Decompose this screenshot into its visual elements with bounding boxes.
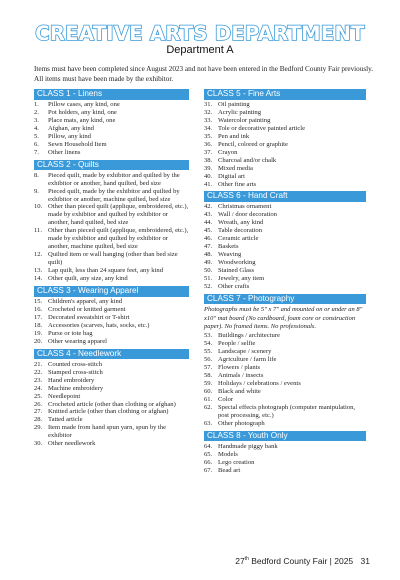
list-item <box>204 227 366 235</box>
list-item <box>34 149 189 157</box>
item-number: 16. <box>34 305 43 313</box>
item-text: Needlepoint <box>48 392 81 400</box>
item-text: Decorated sweatshirt or T-shirt <box>48 313 130 321</box>
item-text: Knitted article (other than clothing or afghan) <box>48 408 169 416</box>
item-text: Acrylic painting <box>218 108 262 116</box>
item-number: 47. <box>204 243 213 251</box>
item-text: Pieced quilt, made by exhibitor and quilted by the exhibitor or another, hand quilted, bed size <box>48 171 180 187</box>
item-text: Woodworking <box>218 259 256 267</box>
item-text: Watercolor painting <box>218 116 271 124</box>
item-number: 66. <box>204 458 213 466</box>
item-text: Lap quilt, less than 24 square feet, any kind <box>48 267 163 275</box>
item-number: 26. <box>34 400 43 408</box>
footer-ordinal: 27 <box>235 556 245 566</box>
item-text: Oil painting <box>218 101 250 108</box>
list-item <box>204 451 366 459</box>
list-item <box>34 141 189 149</box>
item-text: Other photograph <box>218 419 265 427</box>
item-list <box>34 361 189 448</box>
item-number: 6. <box>34 140 39 148</box>
item-number: 25. <box>34 392 43 400</box>
list-item <box>34 424 189 440</box>
list-item <box>34 377 189 385</box>
item-text: Bead art <box>218 466 241 474</box>
list-item <box>34 125 189 133</box>
list-item <box>204 133 366 141</box>
item-text: Afghan, any kind <box>48 124 94 132</box>
item-text: Pillow, any kind <box>48 132 91 140</box>
item-text: Crayon <box>218 148 238 156</box>
list-item <box>204 332 366 340</box>
item-number: 24. <box>34 384 43 392</box>
item-number: 33. <box>204 116 213 124</box>
item-text: Pot holders, any kind, one <box>48 108 117 116</box>
item-number: 67. <box>204 466 213 474</box>
item-number: 39. <box>204 164 213 172</box>
section-header: CLASS 4 - Needlework <box>34 349 189 360</box>
item-list <box>34 101 189 157</box>
list-item <box>204 459 366 467</box>
list-item <box>34 338 189 346</box>
item-text: Hand embroidery <box>48 376 95 384</box>
item-number: 65. <box>204 450 213 458</box>
intro-paragraph: Items must have been completed since August 2023 and not have been entered in the Bedford County Fair previously. All items must have been made by the exhibitor. <box>34 65 374 83</box>
item-text: Place mats, any kind, one <box>48 116 116 124</box>
item-number: 22. <box>34 368 43 376</box>
item-number: 4. <box>34 124 39 132</box>
item-text: Digital art <box>218 172 245 180</box>
list-item <box>34 251 189 267</box>
item-text: Color <box>218 395 234 403</box>
item-number: 54. <box>204 340 213 348</box>
list-item <box>34 440 189 448</box>
class-section-class-6 <box>204 191 366 290</box>
item-text: Crocheted article (other than clothing or afghan) <box>48 400 176 408</box>
item-text: Models <box>218 450 238 458</box>
list-item <box>204 467 366 475</box>
item-text: Buildings / architecture <box>218 332 280 340</box>
class-section-class-3 <box>34 286 189 346</box>
item-number: 63. <box>204 419 213 427</box>
list-item <box>34 109 189 117</box>
list-item <box>204 443 366 451</box>
class-section-class-4 <box>34 349 189 448</box>
list-item <box>34 188 189 204</box>
section-header: CLASS 7 - Photography <box>204 294 366 305</box>
item-text: Pieced quilt, made by the exhibitor and quilted by exhibitor or another, machine quilted, bed size <box>48 187 180 203</box>
item-number: 55. <box>204 348 213 356</box>
item-number: 51. <box>204 275 213 283</box>
list-item <box>34 133 189 141</box>
list-item <box>204 101 366 109</box>
item-text: Wreath, any kind <box>218 219 264 227</box>
item-text: Counted cross-stitch <box>48 360 103 368</box>
list-item <box>34 369 189 377</box>
item-text: Pillow cases, any kind, one <box>48 101 120 108</box>
item-list <box>34 172 189 283</box>
item-list <box>204 101 366 188</box>
list-item <box>204 283 366 291</box>
item-number: 30. <box>34 440 43 448</box>
list-item <box>34 306 189 314</box>
item-number: 58. <box>204 372 213 380</box>
list-item <box>34 361 189 369</box>
left-column <box>34 89 189 451</box>
item-number: 20. <box>34 337 43 345</box>
item-number: 59. <box>204 379 213 387</box>
item-text: Flowers / plants <box>218 364 261 372</box>
list-item <box>34 385 189 393</box>
item-number: 5. <box>34 132 39 140</box>
item-text: Other needlework <box>48 440 96 448</box>
item-number: 64. <box>204 442 213 450</box>
item-text: Stained Glass <box>218 267 255 275</box>
item-number: 19. <box>34 329 43 337</box>
item-text: Christmas ornament <box>218 203 272 211</box>
item-number: 46. <box>204 235 213 243</box>
item-number: 1. <box>34 101 39 108</box>
list-item <box>204 364 366 372</box>
list-item <box>204 181 366 189</box>
list-item <box>34 203 189 227</box>
item-text: Holidays / celebrations / events <box>218 379 301 387</box>
item-number: 61. <box>204 395 213 403</box>
list-item <box>204 404 366 420</box>
list-item <box>34 393 189 401</box>
item-number: 10. <box>34 203 43 211</box>
item-list <box>34 298 189 346</box>
list-item <box>204 203 366 211</box>
section-header: CLASS 2 - Quilts <box>34 160 189 171</box>
list-item <box>204 396 366 404</box>
list-item <box>204 235 366 243</box>
item-text: Pencil, colored or graphite <box>218 140 288 148</box>
list-item <box>204 388 366 396</box>
item-number: 45. <box>204 227 213 235</box>
item-number: 21. <box>34 360 43 368</box>
section-header: CLASS 1 - Linens <box>34 89 189 100</box>
item-text: Ceramic article <box>218 235 259 243</box>
item-text: Tole or decorative painted article <box>218 124 306 132</box>
item-text: Crocheted or knitted garment <box>48 305 126 313</box>
item-number: 56. <box>204 356 213 364</box>
item-text: Baskets <box>218 243 239 251</box>
item-text: Stamped cross-stitch <box>48 368 103 376</box>
list-item <box>204 157 366 165</box>
class-section-class-5 <box>204 89 366 188</box>
item-number: 49. <box>204 259 213 267</box>
item-list <box>204 332 366 427</box>
list-item <box>34 117 189 125</box>
item-text: People / selfie <box>218 340 256 348</box>
list-item <box>204 219 366 227</box>
list-item <box>204 243 366 251</box>
item-text: Other than pieced quilt (applique, embroidered, etc.), made by exhibitor and quilted by exhibitor or another, machine quilted, bed size <box>48 227 189 251</box>
item-text: Weaving <box>218 251 242 259</box>
list-item <box>34 101 189 109</box>
list-item <box>34 314 189 322</box>
list-item <box>34 330 189 338</box>
right-column <box>204 89 366 478</box>
list-item <box>34 408 189 416</box>
page-subtitle: Department A <box>166 44 234 56</box>
item-number: 27. <box>34 408 43 416</box>
footer-ordinal-suffix: th <box>244 556 249 563</box>
list-item <box>204 109 366 117</box>
list-item <box>204 149 366 157</box>
list-item <box>204 141 366 149</box>
item-list <box>204 443 366 475</box>
item-text: Mixed media <box>218 164 253 172</box>
item-text: Agriculture / farm life <box>218 356 277 364</box>
list-item <box>204 173 366 181</box>
item-text: Other than pieced quilt (applique, embroidered, etc.), made by exhibitor and quilted by exhibitor or another, hand quilted, bed size <box>48 203 189 227</box>
list-item <box>204 420 366 428</box>
item-text: Jewelry, any item <box>218 275 265 283</box>
item-number: 3. <box>34 116 39 124</box>
section-header: CLASS 3 - Wearing Apparel <box>34 286 189 297</box>
list-item <box>34 172 189 188</box>
item-text: Children's apparel, any kind <box>48 298 123 306</box>
item-number: 18. <box>34 321 43 329</box>
item-number: 57. <box>204 364 213 372</box>
item-text: Pen and ink <box>218 132 250 140</box>
item-number: 17. <box>34 313 43 321</box>
item-number: 48. <box>204 251 213 259</box>
class-section-class-1 <box>34 89 189 157</box>
list-item <box>204 340 366 348</box>
item-text: Other quilt, any size, any kind <box>48 275 128 283</box>
section-header: CLASS 8 - Youth Only <box>204 431 366 442</box>
list-item <box>204 348 366 356</box>
class-section-class-8 <box>204 431 366 475</box>
item-text: Quilted item or wall hanging (other than bed size quilt) <box>48 251 178 267</box>
item-text: Animals / insects <box>218 372 264 380</box>
section-header: CLASS 6 - Hand Craft <box>204 191 366 202</box>
list-item <box>204 267 366 275</box>
item-number: 37. <box>204 148 213 156</box>
item-number: 23. <box>34 376 43 384</box>
item-number: 53. <box>204 332 213 340</box>
list-item <box>204 259 366 267</box>
item-number: 40. <box>204 172 213 180</box>
page-footer <box>235 556 370 566</box>
list-item <box>34 416 189 424</box>
item-text: Purse or tote bag <box>48 329 93 337</box>
list-item <box>204 275 366 283</box>
item-text: Accessories (scarves, hats, socks, etc.) <box>48 321 150 329</box>
list-item <box>34 227 189 251</box>
item-number: 14. <box>34 275 43 283</box>
item-text: Tatted article <box>48 416 83 424</box>
item-number: 7. <box>34 148 39 156</box>
item-text: Table decoration <box>218 227 263 235</box>
item-text: Charcoal and/or chalk <box>218 156 277 164</box>
item-text: Handmade piggy bank <box>218 442 278 450</box>
class-section-class-2 <box>34 160 189 283</box>
item-number: 42. <box>204 203 213 211</box>
page-number: 31 <box>360 556 370 566</box>
item-text: Other fine arts <box>218 180 257 188</box>
item-number: 62. <box>204 403 213 411</box>
item-text: Other linens <box>48 148 81 156</box>
list-item <box>34 267 189 275</box>
list-item <box>204 117 366 125</box>
list-item <box>204 211 366 219</box>
item-number: 8. <box>34 171 39 179</box>
page-title: CREATIVE ARTS DEPARTMENT <box>35 22 365 45</box>
item-number: 28. <box>34 416 43 424</box>
item-number: 13. <box>34 267 43 275</box>
item-list <box>204 203 366 290</box>
item-text: Wall / door decoration <box>218 211 277 219</box>
list-item <box>204 125 366 133</box>
list-item <box>34 298 189 306</box>
section-header: CLASS 5 - Fine Arts <box>204 89 366 100</box>
item-text: Landscape / scenery <box>218 348 272 356</box>
item-number: 50. <box>204 267 213 275</box>
item-number: 35. <box>204 132 213 140</box>
item-number: 41. <box>204 180 213 188</box>
item-number: 43. <box>204 211 213 219</box>
item-number: 29. <box>34 424 43 432</box>
item-number: 38. <box>204 156 213 164</box>
section-note: Photographs must be 5" x 7" and mounted on or under an 8" x10" mat board (No cardboard, foam core or construction paper). No framed items. No professionals. <box>204 305 363 331</box>
list-item <box>204 380 366 388</box>
item-number: 11. <box>34 227 42 235</box>
item-number: 52. <box>204 283 213 291</box>
item-number: 60. <box>204 387 213 395</box>
item-text: Lego creation <box>218 458 255 466</box>
item-text: Item made from hand spun yarn, spun by the exhibitor <box>48 424 167 440</box>
list-item <box>204 372 366 380</box>
item-text: Special effects photograph (computer manipulation, post processing, etc.) <box>218 403 356 419</box>
list-item <box>204 251 366 259</box>
item-text: Black and white <box>218 387 261 395</box>
list-item <box>34 401 189 409</box>
list-item <box>34 275 189 283</box>
item-number: 32. <box>204 108 213 116</box>
item-number: 36. <box>204 140 213 148</box>
class-section-class-7 <box>204 294 366 428</box>
item-text: Machine embroidery <box>48 384 104 392</box>
item-number: 15. <box>34 298 43 306</box>
item-number: 31. <box>204 101 213 108</box>
item-number: 9. <box>34 187 39 195</box>
item-number: 34. <box>204 124 213 132</box>
item-text: Other crafts <box>218 283 250 291</box>
footer-text: Bedford County Fair | 2025 <box>251 556 354 566</box>
item-number: 2. <box>34 108 39 116</box>
item-text: Sewn Household Item <box>48 140 107 148</box>
list-item <box>204 356 366 364</box>
list-item <box>34 322 189 330</box>
list-item <box>204 165 366 173</box>
item-number: 12. <box>34 251 43 259</box>
item-number: 44. <box>204 219 213 227</box>
item-text: Other wearing apparel <box>48 337 107 345</box>
